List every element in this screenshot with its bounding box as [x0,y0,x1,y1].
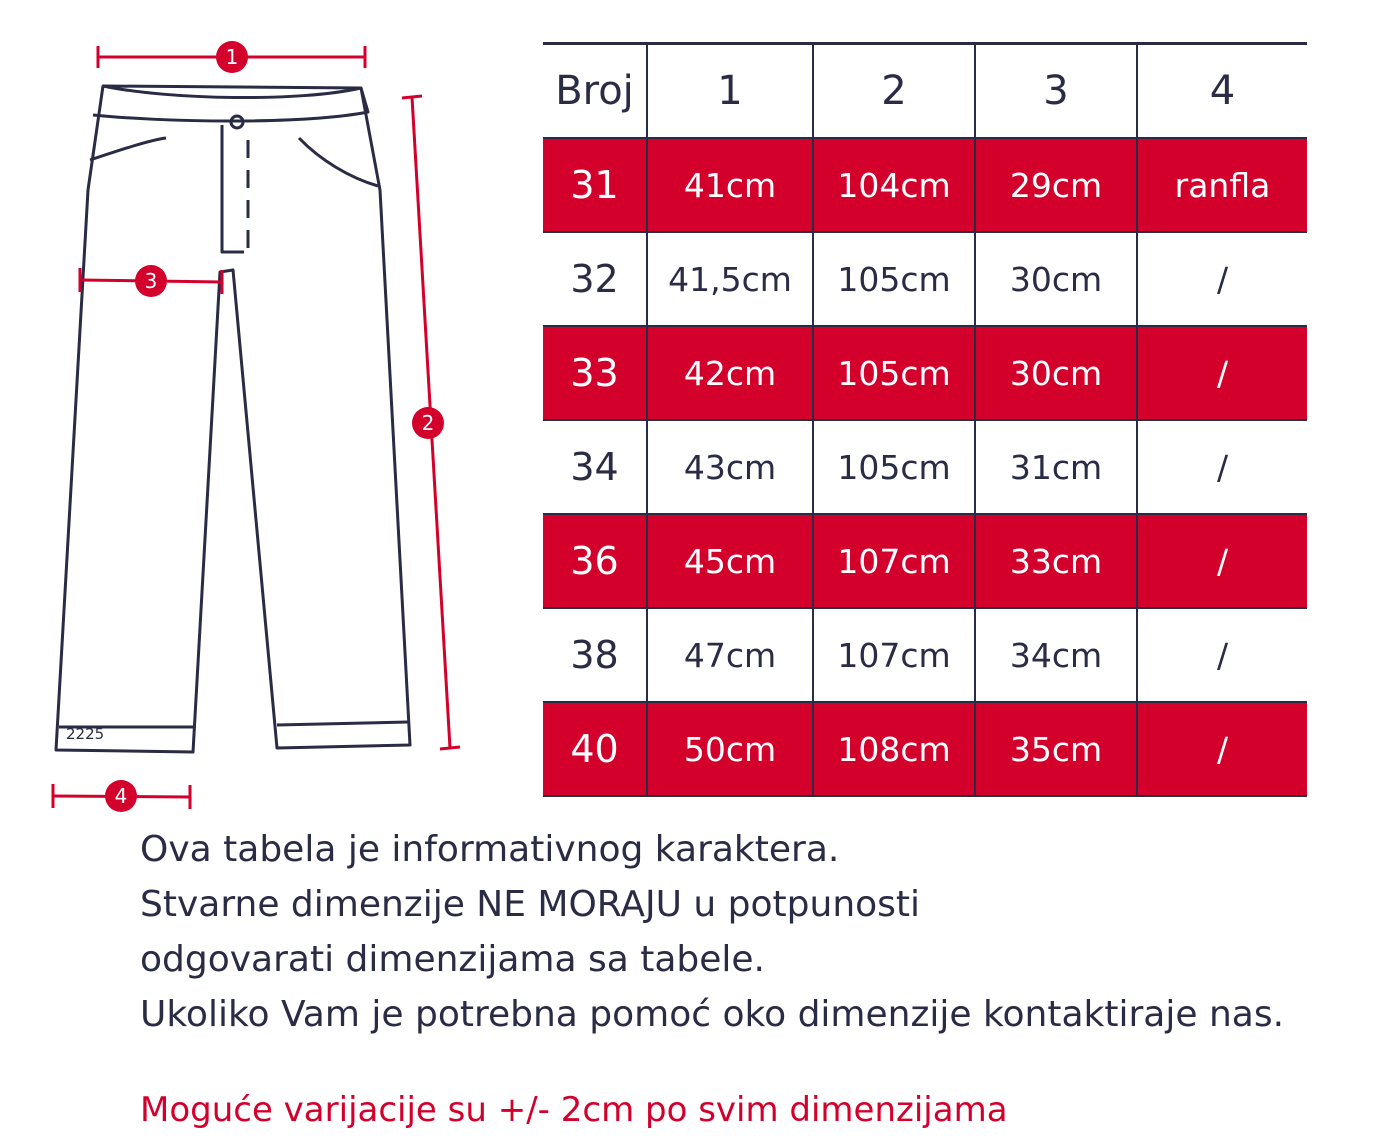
note-line: Ova tabela je informativnog karaktera. [140,829,840,870]
measure-cell: 41,5cm [647,232,813,326]
measure-cell: 107cm [813,514,975,608]
size-cell: 34 [543,420,647,514]
table-row [543,702,1307,796]
right-pocket [299,138,378,186]
svg-text:4: 4 [114,784,128,808]
size-table [543,42,1307,797]
measure-cell: 50cm [647,702,813,796]
model-code: 2225 [66,725,105,743]
header-cell: 2 [813,44,975,139]
pants-diagram [0,0,500,820]
measure-cell: 105cm [813,326,975,420]
measure-cell: 29cm [975,138,1137,232]
note-line: Ukoliko Vam je potrebna pomoć oko dimenzije kontaktiraje nas. [140,994,1285,1035]
size-cell: 33 [543,326,647,420]
measure-cell: / [1216,447,1229,487]
measure-cell: 30cm [975,232,1137,326]
size-cell: 38 [543,608,647,702]
measure-cell: / [1216,259,1229,299]
fly [222,125,244,252]
svg-text:2: 2 [421,411,435,435]
disclaimer-note [140,822,1284,1042]
pants-outline [56,86,410,752]
measure-cell: 35cm [975,702,1137,796]
measure-cell: / [1137,514,1307,608]
size-cell: 40 [543,702,647,796]
measure-cell: 107cm [813,608,975,702]
variation-note: Moguće varijacije su +/- 2cm po svim dimenzijama [140,1090,1008,1130]
table-row [543,138,1307,232]
svg-text:3: 3 [144,269,158,293]
measure-cell: 34cm [975,608,1137,702]
measure-cell: 31cm [975,420,1137,514]
marker-4 [105,780,137,812]
table-row [543,514,1307,608]
table-row [543,232,1307,326]
marker-3 [135,265,167,297]
header-cell: 4 [1209,68,1236,114]
note-line: Stvarne dimenzije NE MORAJU u potpunosti [140,884,921,925]
measure-cell: / [1137,326,1307,420]
size-cell: 36 [543,514,647,608]
measure-cell: 104cm [813,138,975,232]
waistband [93,86,368,121]
marker-2 [412,407,444,439]
note-line: odgovarati dimenzijama sa tabele. [140,939,765,980]
table-row [543,326,1307,420]
measure-cell: 30cm [975,326,1137,420]
measure-cell: 41cm [647,138,813,232]
right-hem [277,722,408,725]
table-row [543,608,1307,702]
table-header-row [543,44,1307,139]
size-cell: 32 [543,232,647,326]
measure-cell: 105cm [813,232,975,326]
size-cell: 31 [543,138,647,232]
measure-cell: 47cm [647,608,813,702]
measure-cell: ranfla [1137,138,1307,232]
measure-cell: 33cm [975,514,1137,608]
measure-cell: 108cm [813,702,975,796]
measure-cell: 45cm [647,514,813,608]
measure-cell: 105cm [813,420,975,514]
measure-cell: / [1216,635,1229,675]
left-pocket [90,138,166,160]
svg-text:1: 1 [225,45,239,69]
measure-cell: 42cm [647,326,813,420]
marker-1 [216,41,248,73]
measure-cell: / [1137,702,1307,796]
table-row [543,420,1307,514]
header-cell: 3 [975,44,1137,139]
measure-cell: 43cm [647,420,813,514]
header-cell: Broj [543,44,647,139]
header-cell: 1 [647,44,813,139]
